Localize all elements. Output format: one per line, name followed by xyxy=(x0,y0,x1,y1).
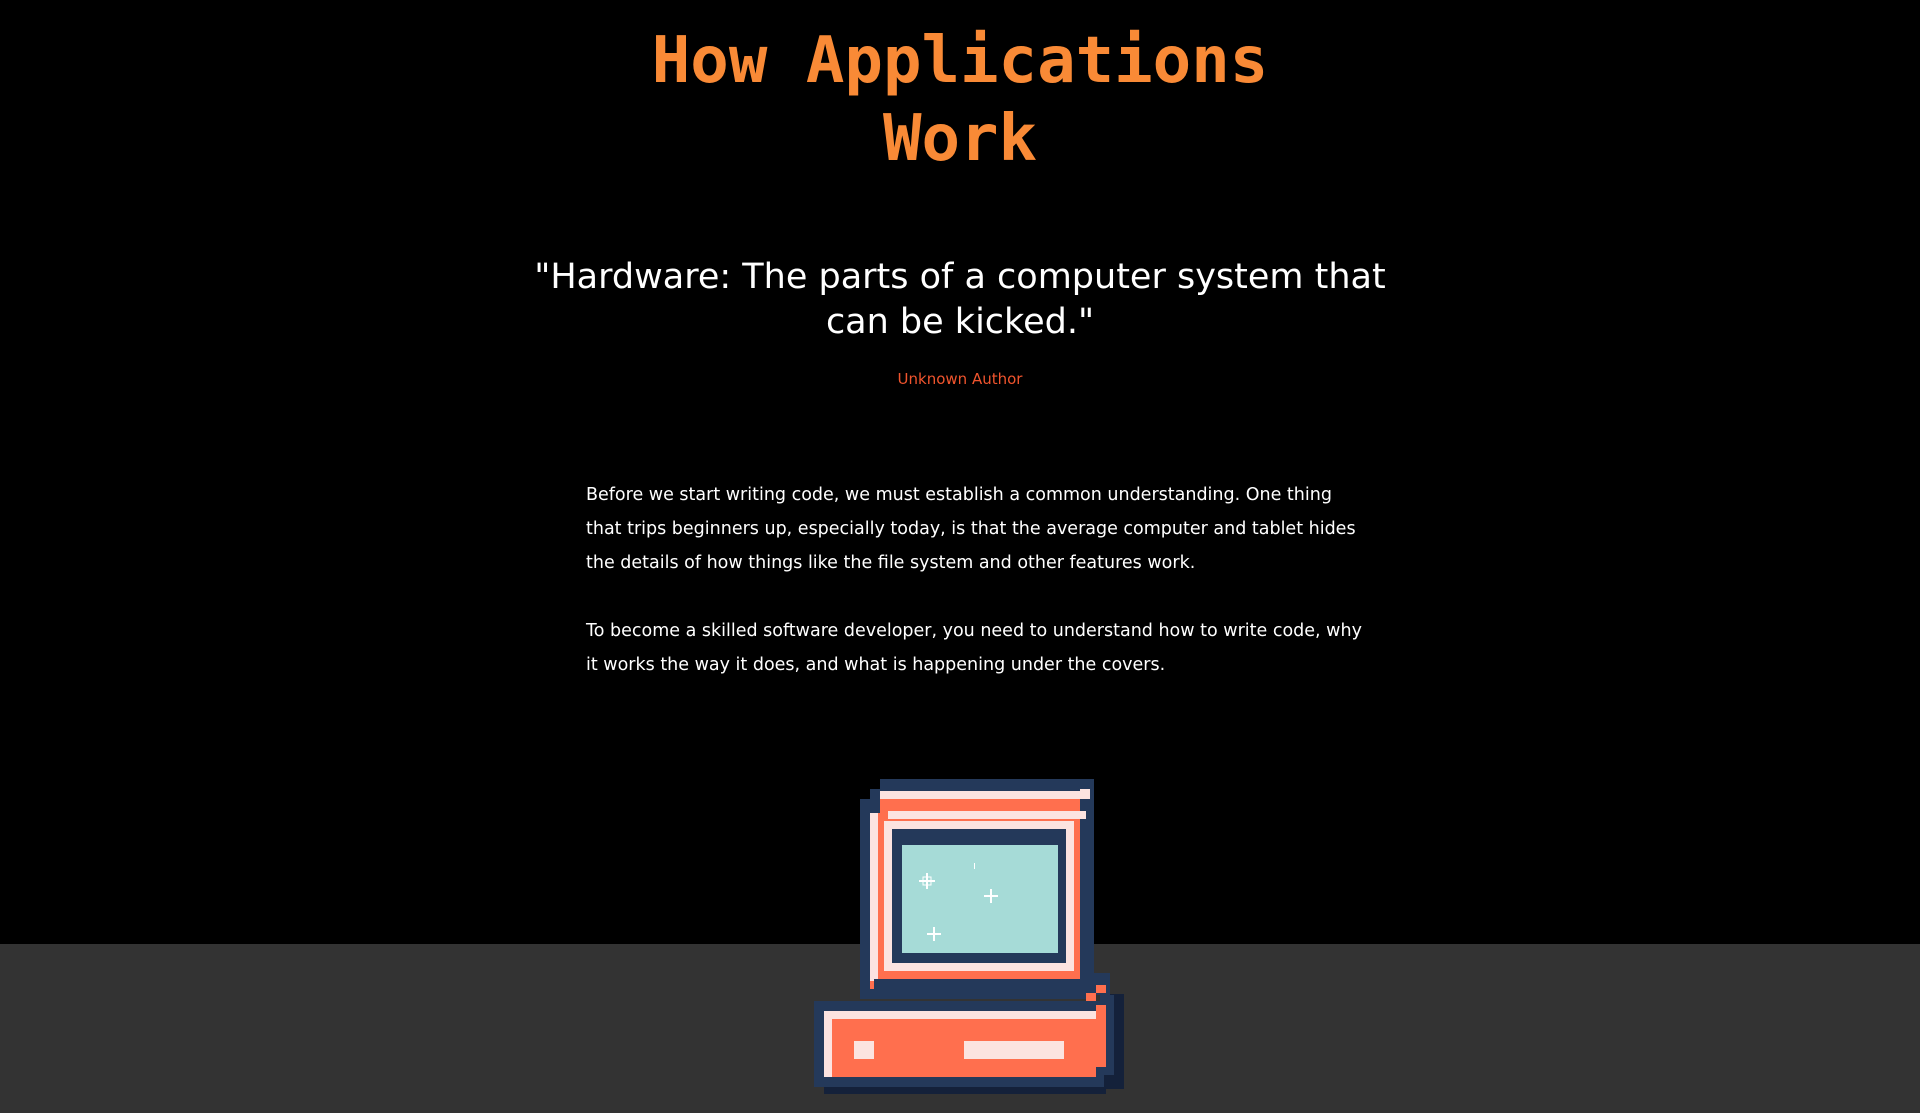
intro-paragraph-1: Before we start writing code, we must establish a common understanding. One thing that trips beginners up, especially today, is that the average computer and tablet hides the details of how things like the file system and other features work. xyxy=(586,485,1356,573)
quote-text: "Hardware: The parts of a computer system that can be kicked." xyxy=(534,257,1386,342)
intro-text xyxy=(586,478,1366,716)
page-title-line-2: Work xyxy=(882,102,1038,176)
quote-author: Unknown Author xyxy=(897,370,1023,388)
page-title xyxy=(0,22,1920,178)
intro-paragraph-2: To become a skilled software developer, you need to understand how to write code, why it works the way it does, and what is happening under the covers. xyxy=(586,621,1362,675)
page-title-line-1: How Applications xyxy=(651,24,1269,98)
retro-computer-icon xyxy=(814,779,1134,1099)
